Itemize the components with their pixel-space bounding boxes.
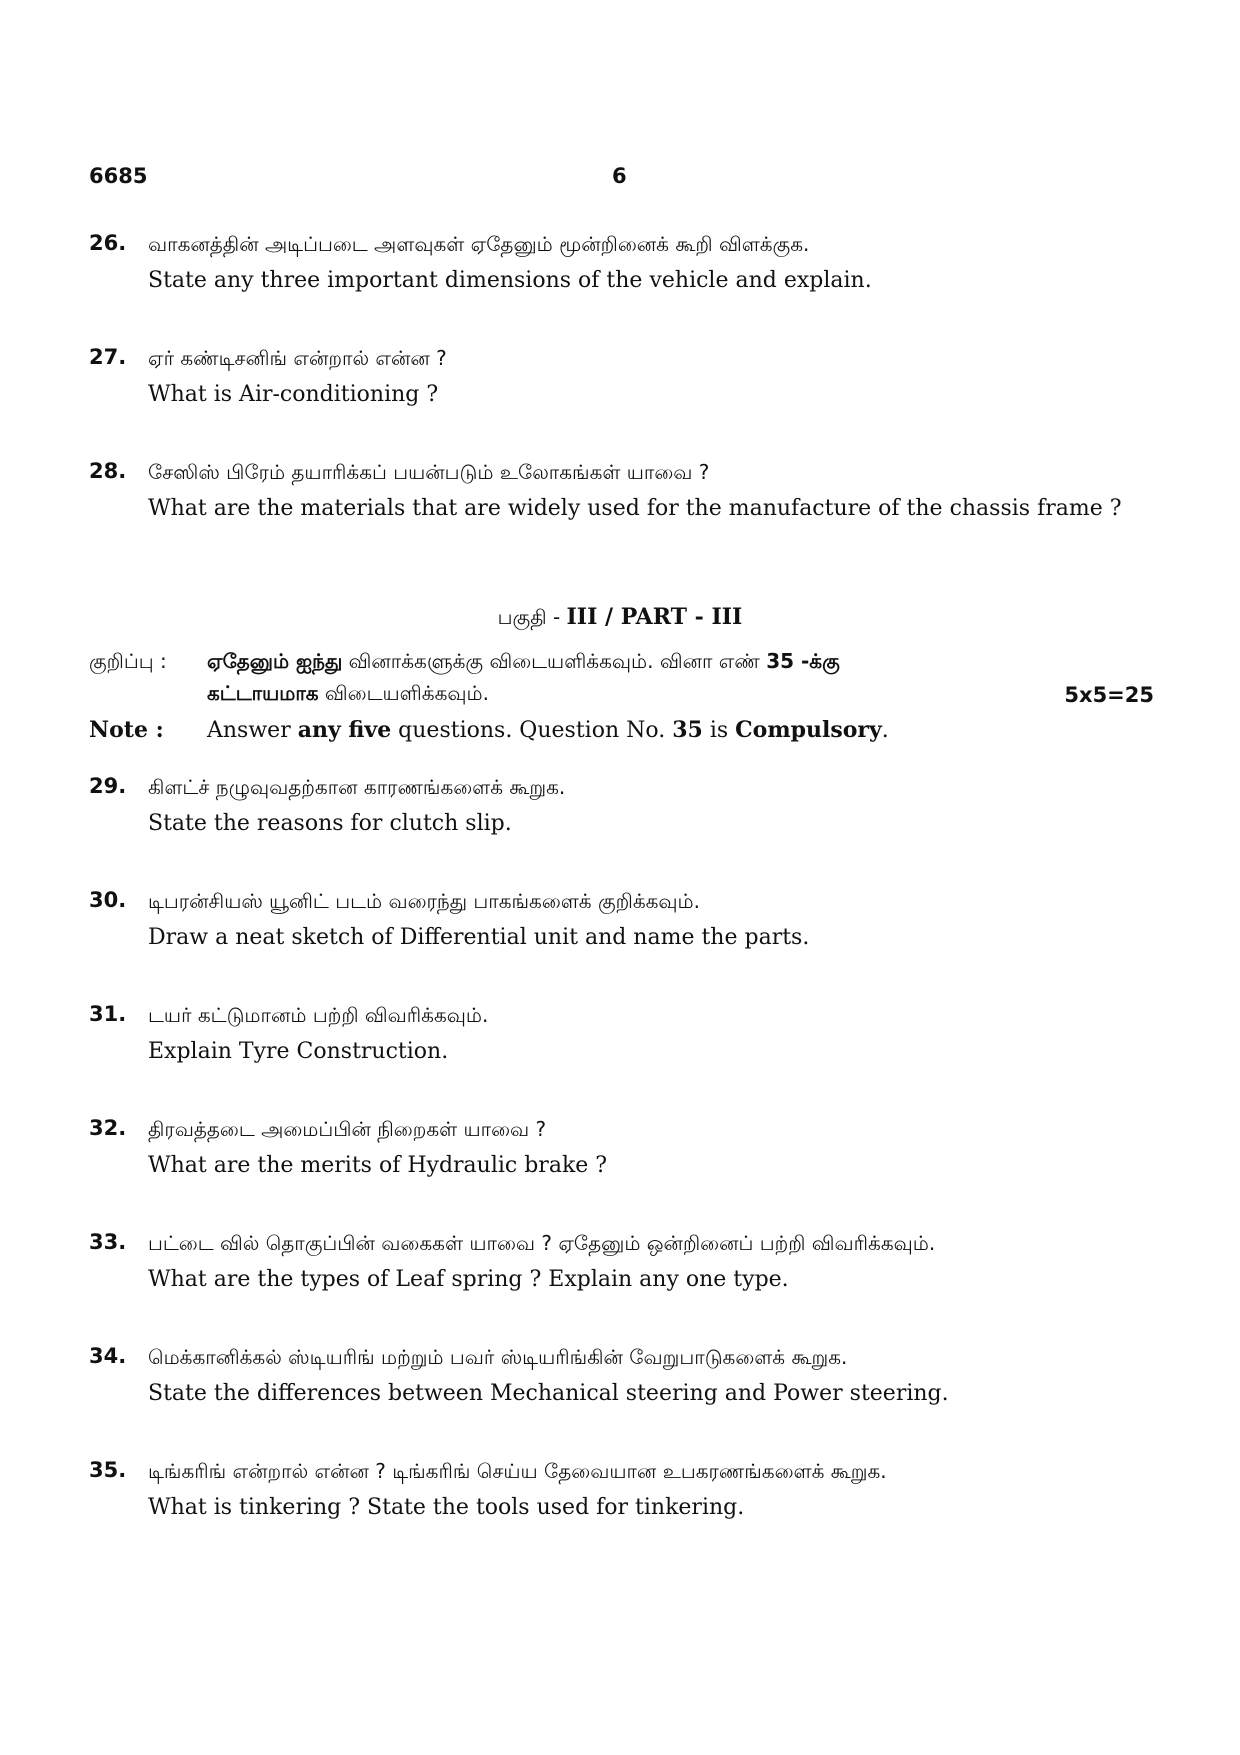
note-tamil-question-no: 35 -க்கு [766, 649, 840, 673]
paper-code: 6685 [89, 164, 148, 188]
question-text-english: What are the types of Leaf spring ? Explain any one type. [148, 1267, 789, 1292]
question-number: 26. [89, 231, 127, 255]
question-text-tamil: மெக்கானிக்கல் ஸ்டியரிங் மற்றும் பவர் ஸ்டியரிங்கின் வேறுபாடுகளைக் கூறுக. [148, 1345, 848, 1369]
question-text-tamil: ஏர் கண்டிசனிங் என்றால் என்ன ? [148, 346, 447, 370]
question-text-english: State the reasons for clutch slip. [148, 811, 512, 836]
part-title-english: III / PART - III [566, 604, 743, 630]
question-text-tamil: வாகனத்தின் அடிப்படை அளவுகள் ஏதேனும் மூன்றினைக் கூறி விளக்குக. [148, 232, 810, 256]
note-english-compulsory: Compulsory [735, 717, 882, 743]
question-text-tamil: பட்டை வில் தொகுப்பின் வகைகள் யாவை ? ஏதேனும் ஒன்றினைப் பற்றி விவரிக்கவும். [148, 1231, 936, 1255]
question-number: 28. [89, 459, 127, 483]
question-text-english: Explain Tyre Construction. [148, 1039, 449, 1064]
question-text-english: State any three important dimensions of the vehicle and explain. [148, 268, 872, 293]
question-text-tamil: சேஸிஸ் பிரேம் தயாரிக்கப் பயன்படும் உலோகங்கள் யாவை ? [148, 460, 710, 484]
question-text-english: Draw a neat sketch of Differential unit and name the parts. [148, 925, 810, 950]
question-number: 29. [89, 774, 127, 798]
question-text-english: What is Air-conditioning ? [148, 382, 439, 407]
note-english-text-1: Answer [207, 718, 298, 743]
page-number: 6 [612, 164, 627, 188]
question-number: 33. [89, 1230, 127, 1254]
marks-allocation: 5x5=25 [1064, 683, 1154, 707]
note-tamil-label: குறிப்பு : [89, 649, 167, 673]
note-english-text-4: . [881, 718, 889, 743]
question-text-english: What is tinkering ? State the tools used for tinkering. [148, 1495, 745, 1520]
note-tamil-line-2 [207, 677, 489, 709]
question-number: 30. [89, 888, 127, 912]
note-tamil-compulsory: கட்டாயமாக [207, 681, 319, 705]
note-english-text-2: questions. Question No. [391, 718, 673, 743]
question-text-tamil: டயர் கட்டுமானம் பற்றி விவரிக்கவும். [148, 1003, 489, 1027]
question-number: 35. [89, 1458, 127, 1482]
note-english-text-3: is [702, 718, 736, 743]
question-number: 31. [89, 1002, 127, 1026]
note-english-label: Note : [89, 717, 164, 743]
note-english-any-five: any five [297, 717, 392, 743]
question-text-tamil: டிபரன்சியஸ் யூனிட் படம் வரைந்து பாகங்களைக் குறிக்கவும். [148, 889, 700, 913]
part-title [89, 604, 1151, 632]
part-title-tamil: பகுதி - [497, 605, 567, 629]
note-tamil-any-five: ஏதேனும் ஐந்து [207, 649, 343, 673]
note-english-text [207, 714, 889, 747]
note-english-question-no: 35 [672, 717, 703, 743]
question-number: 27. [89, 345, 127, 369]
note-tamil-line-1 [207, 645, 840, 677]
question-number: 34. [89, 1344, 127, 1368]
question-text-english: What are the merits of Hydraulic brake ? [148, 1153, 608, 1178]
page-header [89, 164, 1151, 194]
note-tamil-text-2: விடையளிக்கவும். [318, 681, 489, 705]
question-text-english: State the differences between Mechanical steering and Power steering. [148, 1381, 949, 1406]
question-text-tamil: கிளட்ச் நழுவுவதற்கான காரணங்களைக் கூறுக. [148, 775, 566, 799]
note-tamil-text-1: வினாக்களுக்கு விடையளிக்கவும். வினா எண் [342, 649, 767, 673]
question-text-english: What are the materials that are widely used for the manufacture of the chassis frame ? [148, 496, 1122, 521]
question-number: 32. [89, 1116, 127, 1140]
question-text-tamil: டிங்கரிங் என்றால் என்ன ? டிங்கரிங் செய்ய தேவையான உபகரணங்களைக் கூறுக. [148, 1459, 887, 1483]
question-text-tamil: திரவத்தடை அமைப்பின் நிறைகள் யாவை ? [148, 1117, 547, 1141]
